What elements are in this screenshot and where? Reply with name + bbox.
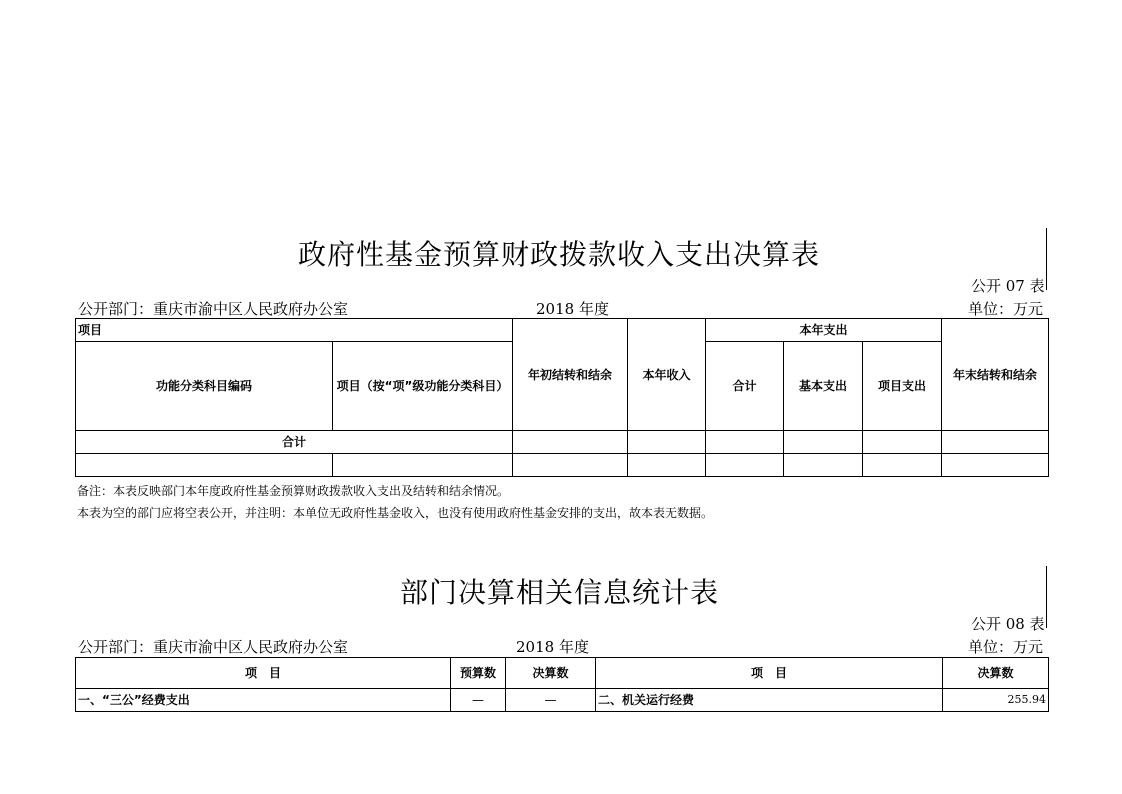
year-label-07: 2018 年度 <box>536 300 609 318</box>
table-cell <box>513 431 628 454</box>
header-expense: 本年支出 <box>706 319 942 342</box>
table-row-right-final: 255.94 <box>943 689 1049 712</box>
table-row-right-item: 二、机关运行经费 <box>596 689 943 712</box>
table-cell <box>942 431 1049 454</box>
header-expense-total: 合计 <box>706 342 784 431</box>
table-row-budget: — <box>451 689 506 712</box>
note-line-2: 本表为空的部门应将空表公开，并注明：本单位无政府性基金收入，也没有使用政府性基金安排的支出，故本表无数据。 <box>77 506 714 520</box>
page-edge-line <box>1046 566 1047 628</box>
unit-label-07: 单位：万元 <box>968 300 1044 318</box>
header-item-left: 项 目 <box>76 658 451 689</box>
table-cell <box>863 454 942 477</box>
page-title-07: 政府性基金预算财政拨款收入支出决算表 <box>298 238 821 271</box>
page-title-08: 部门决算相关信息统计表 <box>400 576 720 609</box>
table-cell <box>706 454 784 477</box>
table-cell <box>628 431 706 454</box>
total-row-label: 合计 <box>76 431 513 454</box>
header-code: 功能分类科目编码 <box>76 342 333 431</box>
header-income: 本年收入 <box>628 319 706 431</box>
note-line-1: 备注：本表反映部门本年度政府性基金预算财政拨款收入支出及结转和结余情况。 <box>77 484 510 498</box>
header-project: 项目支出 <box>863 342 942 431</box>
header-item-right: 项 目 <box>596 658 943 689</box>
table-row-final: — <box>506 689 596 712</box>
unit-label-08: 单位：万元 <box>968 638 1044 656</box>
department-label-08: 公开部门：重庆市渝中区人民政府办公室 <box>78 638 349 656</box>
header-end-balance: 年末结转和结余 <box>942 319 1049 431</box>
table-cell <box>628 454 706 477</box>
table-cell <box>513 454 628 477</box>
table-cell <box>784 431 863 454</box>
table-cell <box>784 454 863 477</box>
department-label-07: 公开部门：重庆市渝中区人民政府办公室 <box>78 300 349 318</box>
header-budget: 预算数 <box>451 658 506 689</box>
table-cell <box>863 431 942 454</box>
table-row-left-item: 一、“三公”经费支出 <box>76 689 451 712</box>
header-begin-balance: 年初结转和结余 <box>513 319 628 431</box>
year-label-08: 2018 年度 <box>516 638 589 656</box>
fund-budget-table <box>75 318 1049 477</box>
header-basic: 基本支出 <box>784 342 863 431</box>
table-number-08: 公开 08 表 <box>971 615 1045 633</box>
header-item: 项目 <box>76 319 513 342</box>
page-edge-line <box>1046 228 1047 290</box>
table-cell <box>942 454 1049 477</box>
table-cell <box>333 454 513 477</box>
header-final-left: 决算数 <box>506 658 596 689</box>
header-name: 项目（按“项”级功能分类科目） <box>333 342 513 431</box>
table-cell <box>706 431 784 454</box>
header-final-right: 决算数 <box>943 658 1049 689</box>
related-info-table <box>75 657 1049 712</box>
table-number-07: 公开 07 表 <box>971 277 1045 295</box>
table-cell <box>76 454 333 477</box>
